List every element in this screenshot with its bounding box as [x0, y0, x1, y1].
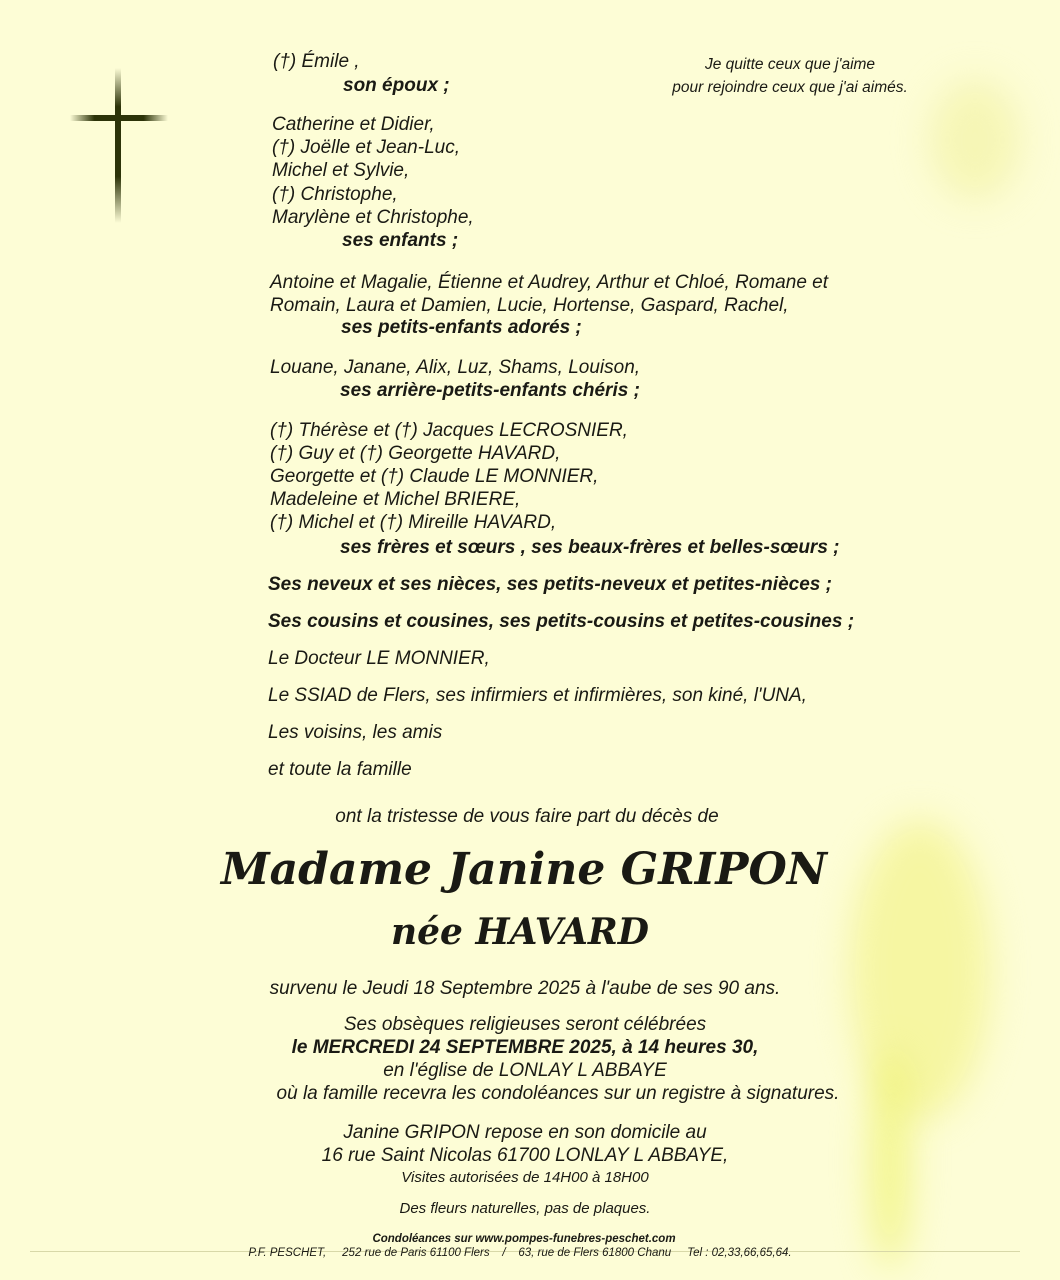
- others-line: Le Docteur LE MONNIER,: [268, 648, 490, 669]
- announcement: ont la tristesse de vous faire part du décès de: [335, 806, 719, 827]
- relation-label: ses petits-enfants adorés ;: [341, 317, 582, 338]
- relatives-line: Ses neveux et ses nièces, ses petits-neveux et petites-nièces ;: [268, 574, 832, 595]
- maiden-name: née HAVARD: [390, 911, 650, 953]
- child-name: Michel et Sylvie,: [272, 160, 410, 181]
- great-grandchildren-line: Louane, Janane, Alix, Luz, Shams, Louison,: [270, 357, 641, 378]
- funeral-date: le MERCREDI 24 SEPTEMBRE 2025, à 14 heures 30,: [291, 1037, 759, 1058]
- rest-line: 16 rue Saint Nicolas 61700 LONLAY L ABBAYE,: [321, 1145, 729, 1166]
- funeral-line: Ses obsèques religieuses seront célébrées: [343, 1014, 707, 1035]
- death-notice: survenu le Jeudi 18 Septembre 2025 à l'aube de ses 90 ans.: [269, 978, 781, 999]
- visiting-hours: Visites autorisées de 14H00 à 18H00: [401, 1169, 649, 1186]
- grandchildren-line: Antoine et Magalie, Étienne et Audrey, Arthur et Chloé, Romane et: [270, 272, 829, 293]
- funeral-line: où la famille recevra les condoléances sur un registre à signatures.: [276, 1083, 840, 1104]
- footer-condolences: Condoléances sur www.pompes-funebres-peschet.com: [372, 1233, 676, 1245]
- relation-label: ses arrière-petits-enfants chéris ;: [340, 380, 640, 401]
- sibling-name: (†) Thérèse et (†) Jacques LECROSNIER,: [270, 420, 628, 441]
- sibling-name: (†) Guy et (†) Georgette HAVARD,: [270, 443, 561, 464]
- relatives-line: Ses cousins et cousines, ses petits-cousins et petites-cousines ;: [268, 611, 855, 632]
- child-name: Catherine et Didier,: [272, 114, 435, 135]
- others-line: Les voisins, les amis: [268, 722, 443, 743]
- others-line: et toute la famille: [268, 759, 412, 780]
- relation-label: son époux ;: [343, 75, 450, 96]
- quote-line: pour rejoindre ceux que j'ai aimés.: [672, 79, 908, 96]
- quote-line: Je quitte ceux que j'aime: [704, 56, 876, 73]
- footer-address: P.F. PESCHET, 252 rue de Paris 61100 Flers / 63, rue de Flers 61800 Chanu Tel : 02,33,66,65,64.: [248, 1247, 792, 1259]
- child-name: (†) Christophe,: [272, 184, 398, 205]
- relation-label: ses frères et sœurs , ses beaux-frères et belles-sœurs ;: [340, 537, 840, 558]
- lily-decoration: [930, 80, 1020, 200]
- spouse-name: (†) Émile ,: [273, 51, 360, 72]
- relation-label: ses enfants ;: [342, 230, 459, 251]
- others-line: Le SSIAD de Flers, ses infirmiers et infirmières, son kiné, l'UNA,: [268, 685, 807, 706]
- child-name: Marylène et Christophe,: [272, 207, 474, 228]
- sibling-name: (†) Michel et (†) Mireille HAVARD,: [270, 512, 557, 533]
- rest-line: Janine GRIPON repose en son domicile au: [343, 1122, 707, 1143]
- sibling-name: Georgette et (†) Claude LE MONNIER,: [270, 466, 599, 487]
- child-name: (†) Joëlle et Jean-Luc,: [272, 137, 460, 158]
- flowers-note: Des fleurs naturelles, pas de plaques.: [399, 1200, 651, 1217]
- sibling-name: Madeleine et Michel BRIERE,: [270, 489, 521, 510]
- deceased-name: Madame Janine GRIPON: [220, 844, 828, 895]
- funeral-line: en l'église de LONLAY L ABBAYE: [383, 1060, 667, 1081]
- grandchildren-line: Romain, Laura et Damien, Lucie, Hortense, Gaspard, Rachel,: [270, 295, 789, 316]
